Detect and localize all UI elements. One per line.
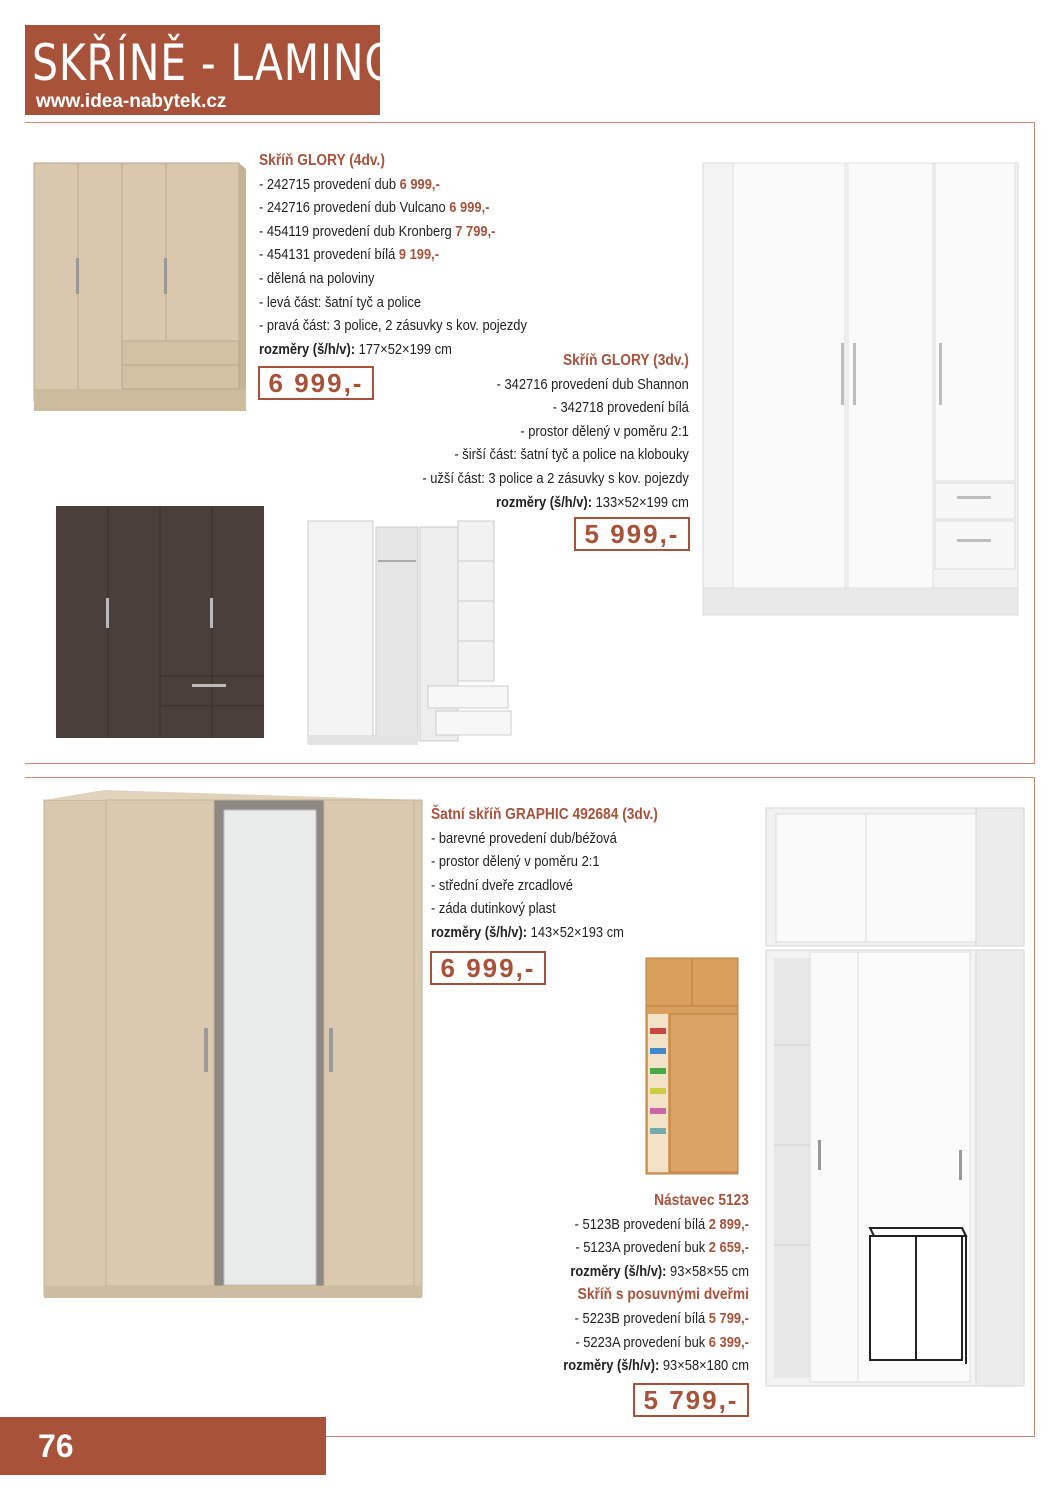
glory-3dv-feature-line: - užší část: 3 police a 2 zásuvky s kov. pojezdy bbox=[422, 469, 689, 487]
glory-3dv-feature-line: - prostor dělený v poměru 2:1 bbox=[520, 422, 689, 440]
graphic-feature-line: - záda dutinkový plast bbox=[431, 900, 556, 918]
posuvne-price-box: 5 799,- bbox=[633, 1383, 749, 1417]
glory-4dv-variant-line: - 242715 provedení dub 6 999,- bbox=[259, 175, 440, 193]
wardrobe-glory-4dv-oak-image bbox=[34, 163, 246, 411]
glory-4dv-feature-line: - dělená na poloviny bbox=[259, 269, 375, 287]
graphic-title: Šatní skříň GRAPHIC 492684 (3dv.) bbox=[431, 806, 658, 823]
website-url[interactable]: www.idea-nabytek.cz bbox=[36, 91, 227, 112]
wardrobe-graphic-image bbox=[44, 790, 422, 1300]
page-number: 76 bbox=[38, 1428, 74, 1464]
glory-4dv-title: Skříň GLORY (4dv.) bbox=[259, 152, 385, 169]
glory-4dv-price-box: 6 999,- bbox=[258, 366, 374, 400]
wardrobe-sliding-doors-image bbox=[766, 800, 1024, 1392]
glory-3dv-dimensions: rozměry (š/h/v): 133×52×199 cm bbox=[496, 493, 689, 511]
glory-3dv-feature-line: - 342718 provedení bílá bbox=[552, 399, 689, 417]
glory-3dv-title: Skříň GLORY (3dv.) bbox=[563, 352, 689, 369]
page-title: SKŘÍNĚ - LAMINO bbox=[32, 34, 398, 92]
wardrobe-beech-nastavec-image bbox=[646, 958, 742, 1176]
glory-4dv-text bbox=[259, 149, 527, 361]
glory-4dv-dimensions: rozměry (š/h/v): 177×52×199 cm bbox=[259, 340, 452, 358]
graphic-feature-line: - střední dveře zrcadlové bbox=[431, 876, 573, 894]
glory-3dv-text bbox=[423, 349, 689, 514]
graphic-feature-line: - prostor dělený v poměru 2:1 bbox=[431, 853, 600, 871]
graphic-dimensions: rozměry (š/h/v): 143×52×193 cm bbox=[431, 923, 624, 941]
graphic-price-box: 6 999,- bbox=[430, 951, 546, 985]
glory-4dv-feature-line: - levá část: šatní tyč a police bbox=[259, 293, 422, 311]
nastavec-title: Nástavec 5123 bbox=[654, 1192, 749, 1209]
glory-3dv-feature-line: - širší část: šatní tyč a police na klobouky bbox=[454, 446, 689, 464]
posuvne-variant-line: - 5223B provedení bílá 5 799,- bbox=[574, 1309, 749, 1327]
wardrobe-glory-4dv-white-open-image bbox=[308, 521, 513, 746]
graphic-feature-line: - barevné provedení dub/béžová bbox=[431, 829, 617, 847]
posuvne-variant-line: - 5223A provedení buk 6 399,- bbox=[575, 1333, 749, 1351]
glory-4dv-feature-line: - pravá část: 3 police, 2 zásuvky s kov. pojezdy bbox=[259, 317, 527, 335]
glory-3dv-feature-line: - 342716 provedení dub Shannon bbox=[496, 375, 689, 393]
glory-4dv-variant-line: - 454131 provedení bílá 9 199,- bbox=[259, 246, 440, 264]
graphic-text bbox=[431, 803, 658, 945]
glory-3dv-price-box: 5 999,- bbox=[574, 517, 690, 551]
glory-4dv-variant-line: - 242716 provedení dub Vulcano 6 999,- bbox=[259, 199, 490, 217]
nastavec-posuvne-text bbox=[563, 1189, 749, 1378]
nastavec-variant-line: - 5123A provedení buk 2 659,- bbox=[575, 1239, 749, 1257]
posuvne-dimensions: rozměry (š/h/v): 93×58×180 cm bbox=[563, 1357, 749, 1375]
posuvne-title: Skříň s posuvnými dveřmi bbox=[577, 1286, 749, 1304]
wardrobe-glory-3dv-white-image bbox=[703, 163, 1018, 615]
nastavec-dimensions: rozměry (š/h/v): 93×58×55 cm bbox=[570, 1262, 749, 1280]
nastavec-variant-line: - 5123B provedení bílá 2 899,- bbox=[574, 1215, 749, 1233]
wardrobe-glory-4dv-vulcano-image bbox=[56, 506, 264, 738]
glory-4dv-variant-line: - 454119 provedení dub Kronberg 7 799,- bbox=[259, 222, 496, 240]
